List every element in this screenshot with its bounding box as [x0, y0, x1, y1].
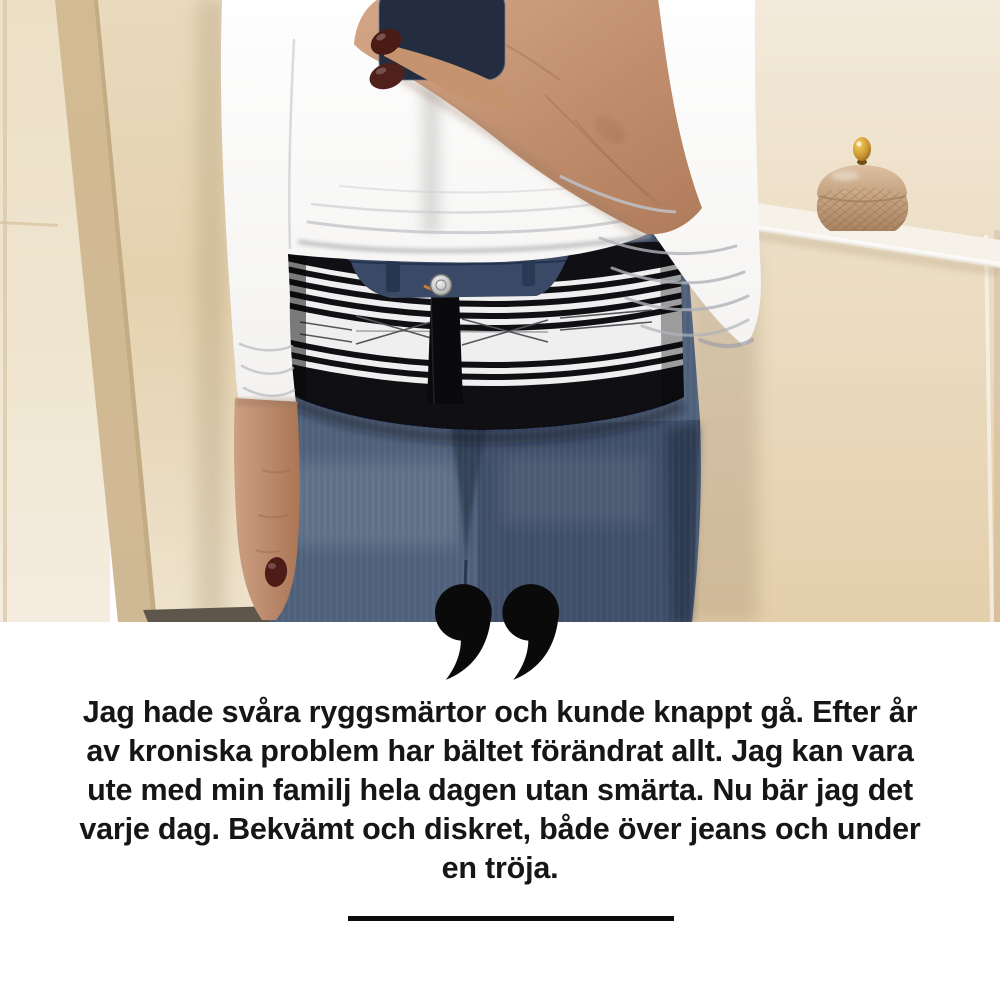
left-nail-highlight	[268, 563, 276, 569]
testimonial-text	[0, 693, 1000, 888]
jar-weave-texture	[812, 184, 912, 236]
divider-line	[348, 916, 674, 921]
testimonial-line: av kroniska problem har bältet förändrat allt. Jag kan vara	[86, 734, 914, 768]
testimonial-line: ute med min familj hela dagen utan smärta. Nu bär jag det	[87, 773, 913, 807]
wall-corner-shade	[994, 230, 1000, 622]
jeans-button	[431, 275, 452, 296]
wrist-shadow	[236, 398, 298, 406]
testimonial-line: en tröja.	[441, 851, 559, 885]
knob-highlight	[857, 142, 862, 147]
jar-lid-highlight	[831, 171, 859, 181]
door-edge-line	[3, 0, 7, 622]
testimonial-line: varje dag. Bekvämt och diskret, både över jeans och under	[79, 812, 921, 846]
gold-knob	[853, 137, 871, 161]
closing-quote-icon	[435, 584, 566, 682]
testimonial-line: Jag hade svåra ryggsmärtor och kunde knappt gå. Efter år	[82, 695, 918, 729]
